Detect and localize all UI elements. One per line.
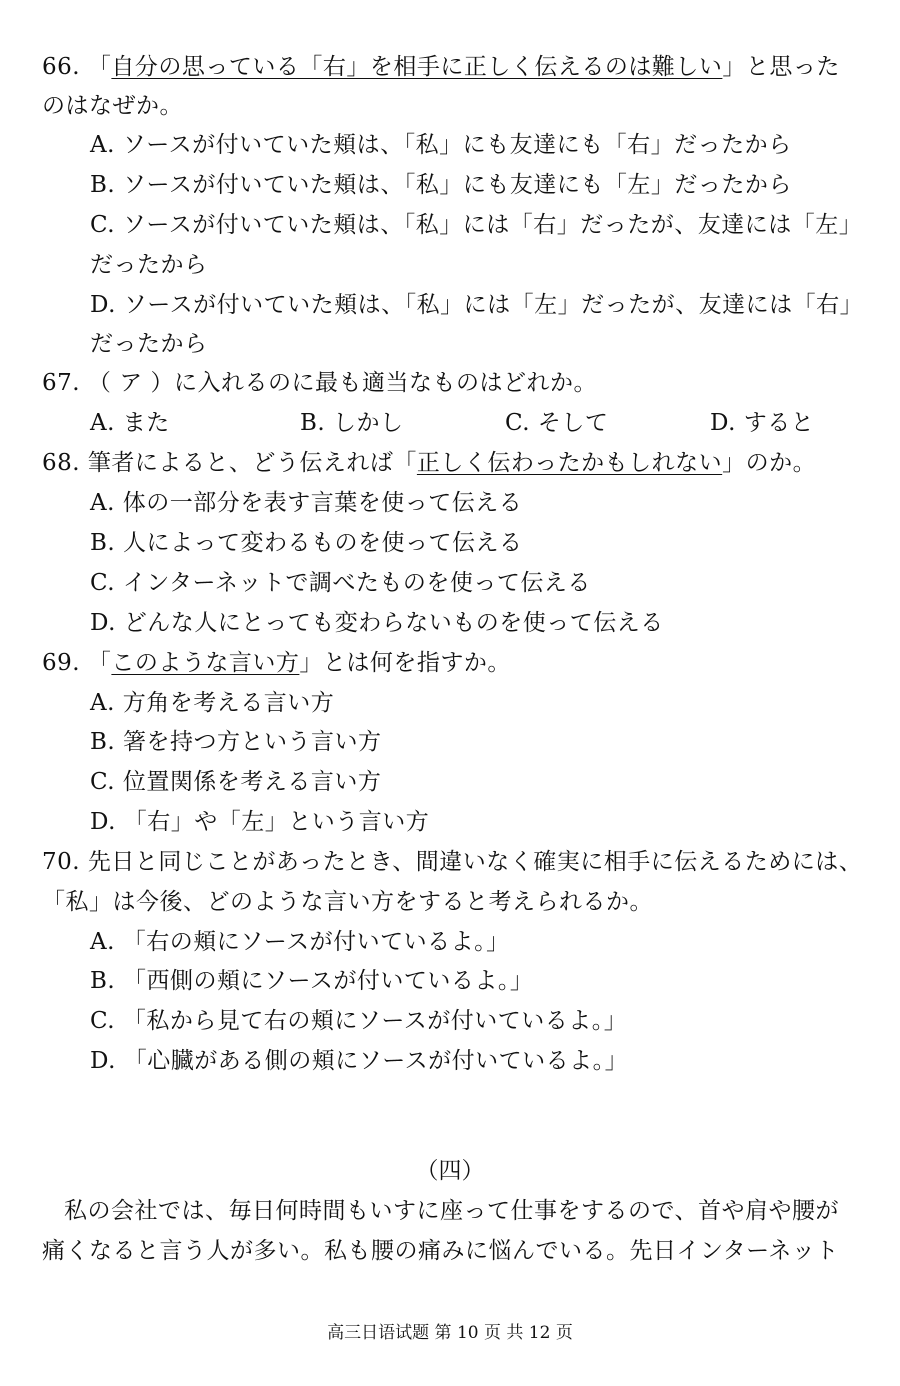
question-70-option-a: A. 「右の頬にソースが付いているよ。」 bbox=[90, 929, 510, 955]
question-68-option-b: B. 人によって変わるものを使って伝える bbox=[90, 530, 523, 556]
underlined-phrase: 自分の思っている「右」を相手に正しく伝えるのは難しい bbox=[111, 54, 723, 80]
passage-line-1: 私の会社では、毎日何時間もいすに座って仕事をするので、首や肩や腰が bbox=[64, 1198, 840, 1224]
question-69-option-b: B. 箸を持つ方という言い方 bbox=[90, 729, 382, 755]
question-70-option-d: D. 「心臓がある側の頬にソースが付いているよ。」 bbox=[90, 1048, 629, 1074]
question-67-option-b: B. しかし bbox=[300, 410, 404, 436]
question-69-option-c: C. 位置関係を考える言い方 bbox=[90, 769, 382, 795]
question-69-option-d: D. 「右」や「左」という言い方 bbox=[90, 809, 430, 835]
question-66-option-b: B. ソースが付いていた頬は、「私」にも友達にも「左」だったから bbox=[90, 172, 792, 198]
page-footer: 高三日语试题 第 10 页 共 12 页 bbox=[327, 1323, 573, 1343]
question-number: 69. bbox=[42, 650, 81, 676]
question-number: 68. bbox=[42, 450, 81, 476]
question-66-option-c: C. ソースが付いていた頬は、「私」には「右」だったが、友達には「左」 bbox=[90, 212, 863, 238]
question-67-option-c: C. そして bbox=[505, 410, 609, 436]
question-66-stem-continuation: のはなぜか。 bbox=[42, 93, 183, 119]
question-69-stem: 69. 「このような言い方」とは何を指すか。 bbox=[42, 650, 511, 676]
section-title: （四） bbox=[415, 1158, 485, 1184]
question-66-stem: 66. 「自分の思っている「右」を相手に正しく伝えるのは難しい」と思った bbox=[42, 54, 840, 80]
question-68-option-a: A. 体の一部分を表す言葉を使って伝える bbox=[90, 490, 523, 516]
underlined-phrase: このような言い方 bbox=[111, 650, 300, 676]
question-number: 66. bbox=[42, 54, 81, 80]
question-67-stem: 67. （ ア ）に入れるのに最も適当なものはどれか。 bbox=[42, 370, 598, 396]
question-70-stem: 70. 先日と同じことがあったとき、間違いなく確実に相手に伝えるためには、 bbox=[42, 849, 863, 875]
question-68-option-c: C. インターネットで調べたものを使って伝える bbox=[90, 570, 591, 596]
question-68-stem: 68. 筆者によると、どう伝えれば「正しく伝わったかもしれない」のか。 bbox=[42, 450, 817, 476]
question-number: 67. bbox=[42, 370, 81, 396]
question-67-option-a: A. また bbox=[90, 410, 170, 436]
question-70-stem-continuation: 「私」は今後、どのような言い方をすると考えられるか。 bbox=[42, 889, 653, 915]
question-67-option-d: D. すると bbox=[710, 410, 815, 436]
question-66-option-d-continuation: だったから bbox=[90, 331, 208, 357]
question-67-options bbox=[0, 408, 900, 438]
question-70-option-c: C. 「私から見て右の頬にソースが付いているよ。」 bbox=[90, 1008, 628, 1034]
passage-line-2: 痛くなると言う人が多い。私も腰の痛みに悩んでいる。先日インターネット bbox=[42, 1238, 839, 1264]
question-66-option-c-continuation: だったから bbox=[90, 252, 208, 278]
question-68-option-d: D. どんな人にとっても変わらないものを使って伝える bbox=[90, 610, 664, 636]
question-69-option-a: A. 方角を考える言い方 bbox=[90, 690, 335, 716]
question-number: 70. bbox=[42, 849, 81, 875]
question-70-option-b: B. 「西側の頬にソースが付いているよ。」 bbox=[90, 968, 534, 994]
underlined-phrase: 正しく伝わったかもしれない bbox=[416, 450, 723, 476]
question-66-option-a: A. ソースが付いていた頬は、「私」にも友達にも「右」だったから bbox=[90, 132, 792, 158]
question-66-option-d: D. ソースが付いていた頬は、「私」には「左」だったが、友達には「右」 bbox=[90, 292, 864, 318]
